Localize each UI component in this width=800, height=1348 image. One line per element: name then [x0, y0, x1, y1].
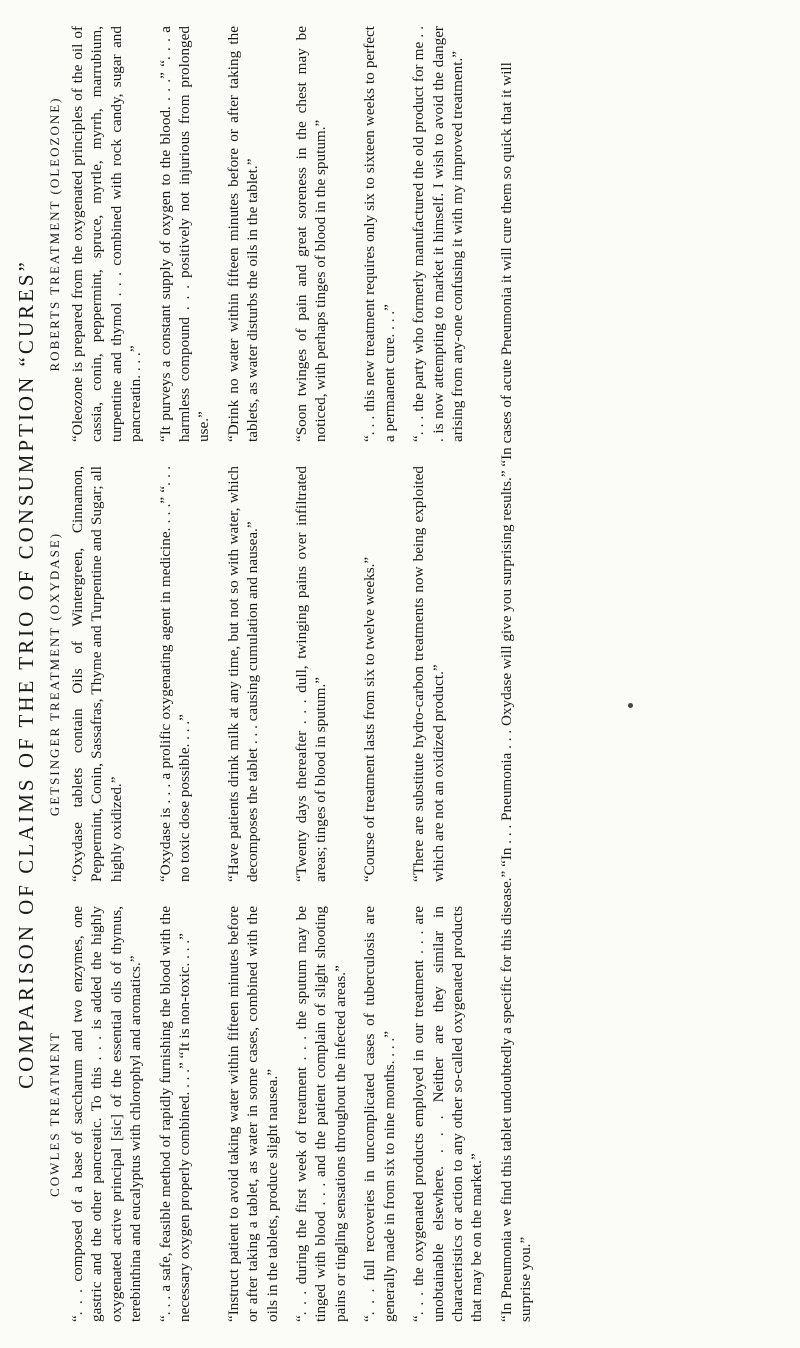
column-header-getsinger: GETSINGER TREATMENT (OXYDASE) [47, 531, 62, 817]
ink-spot [628, 703, 633, 708]
roberts-quote: “Drink no water within fifteen minutes before or after taking the tablets, as water disturbs the oils in the tablet.” [224, 26, 262, 442]
getsinger-quote: “Twenty days thereafter . . . dull, twinging pains over infiltrated areas; tinges of blood in sputum.” [293, 466, 330, 882]
getsinger-quote: “There are substitute hydro-carbon treatments now being exploited which are not an oxidized product.” [410, 466, 447, 882]
getsinger-quote: “Have patients drink milk at any time, but not so with water, which decomposes the tablet . . . causing cumulation and nausea.” [224, 466, 262, 882]
roberts-quote: “. . . this new treatment requires only six to sixteen weeks to perfect a permanent cure. . . .” [361, 26, 398, 442]
roberts-quote: “It purveys a constant supply of oxygen to the blood. . . .” “. . . a harmless compound . . . positively not injurious from prolonged use.” [156, 26, 213, 442]
cowles-quote: “. . . full recoveries in uncomplicated cases of tuberculosis are generally made in from six to nine months. . . .” [361, 906, 398, 1322]
page-title: COMPARISON OF CLAIMS OF THE TRIO OF CONSUMPTION “CURES” [14, 259, 38, 1089]
column-header-roberts: ROBERTS TREATMENT (OLEOZONE) [47, 96, 62, 372]
getsinger-quote: “Oxydase is . . . a prolific oxygenating agent in medicine. . . .” “. . . no toxic dose possible. . . .” [156, 466, 194, 882]
comparison-row-composition [68, 26, 146, 1322]
getsinger-quote: “Course of treatment lasts from six to twelve weeks.” [361, 556, 379, 882]
comparison-row-water [224, 26, 282, 1322]
comparison-row-duration [360, 26, 399, 1322]
roberts-quote: “. . . the party who formerly manufactured the old product for me . . . is now attempting to market it himself. I wish to avoid the danger arising from any-one confusing it with my improved treatment.” [410, 26, 466, 442]
column-header-cowles: COWLES TREATMENT [47, 1031, 62, 1197]
roberts-quote: “Oleozone is prepared from the oxygenated principles of the oil of cassia, conin, peppermint, spruce, myrtle, myrrh, marrubium, turpentine and thymol . . . combined with rock candy, sugar and pancreatin. . . .” [69, 26, 145, 442]
cowles-quote: “Instruct patient to avoid taking water within fifteen minutes before or after taking a tablet, as water in some cases, combined with the oils in the tablets, produce slight nausea.” [224, 906, 281, 1322]
comparison-row-oxygen [156, 26, 214, 1322]
getsinger-quote: “Oxydase tablets contain Oils of Wintergreen, Cinnamon, Peppermint, Conin, Sassafras, Thyme and Turpentine and Sugar; all highly oxidized.” [69, 466, 125, 882]
cowles-quote: “. . . during the first week of treatment . . . the sputum may be tinged with blood . . . and the patient complain of slight shooting pains or tingling sensations throughout the infected areas.” [293, 906, 349, 1322]
cowles-quote: “. . . composed of a base of saccharum and two enzymes, one gastric and the other pancreatic. To this . . . is added the highly oxygenated active principal [sic] of the essential oils of thymus, terebinthina and eucalyptus with chlorophyl and aromatics.” [69, 906, 145, 1322]
comparison-row-competitors [409, 26, 487, 1322]
comparison-row-symptoms [292, 26, 350, 1322]
roberts-quote: “Soon twinges of pain and great soreness in the chest may be noticed, with perhaps tinges of blood in the sputum.” [293, 26, 330, 442]
column-headers [47, 26, 63, 1322]
pneumonia-claims: “In Pneumonia we find this tablet undoubtedly a specific for this disease.” “In . . . Pneumonia . . . Oxydase will give you surprising results.” “In cases of acute Pneumonia it will cure them so quick that it will surprise you.” [497, 62, 535, 1322]
cowles-quote: “. . . the oxygenated products employed in our treatment . . . are unobtainable elsewhere. . . . Neither are they similar in characteristics or action to any other so-called oxygenated products that may be on the market.” [410, 906, 486, 1322]
cowles-quote: “. . . a safe, feasible method of rapidly furnishing the blood with the necessary oxygen properly combined. . . .” “It is non-toxic. . . .” [156, 906, 194, 1322]
